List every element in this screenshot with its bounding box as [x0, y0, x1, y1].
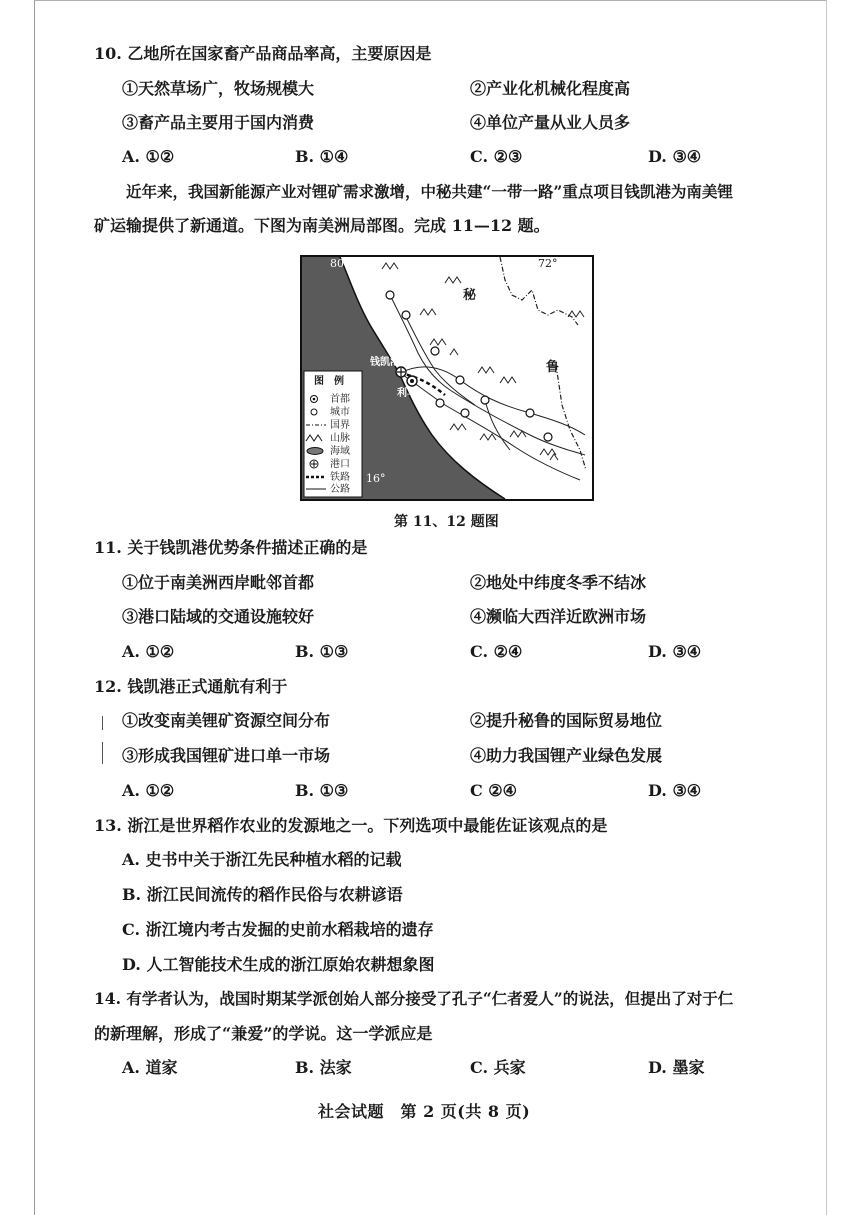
q10-choice-b: B. ①④: [295, 147, 349, 166]
legend-sea-symbol: [307, 448, 323, 455]
q12-choice-b: B. ①③: [295, 781, 349, 800]
legend-border: 国界: [330, 420, 350, 431]
q14-choice-c: C. 兵家: [470, 1058, 526, 1077]
q11-option-3: ③港口陆域的交通设施较好: [122, 607, 315, 626]
q14-choice-a: A. 道家: [122, 1058, 178, 1077]
city-marker: [436, 399, 444, 407]
margin-mark: [102, 742, 103, 764]
city-marker: [456, 376, 464, 384]
q13-option-d: D. 人工智能技术生成的浙江原始农耕想象图: [122, 955, 435, 974]
south-america-map: [300, 255, 594, 501]
country-label-peru-2: 鲁: [546, 360, 560, 375]
q10-option-2: ②产业化机械化程度高: [470, 79, 631, 98]
q11-option-4: ④濒临大西洋近欧洲市场: [470, 607, 647, 626]
page-footer: 社会试题 第 2 页(共 8 页): [318, 1102, 531, 1121]
q10-stem: 10. 乙地所在国家畜产品商品率高，主要原因是: [94, 44, 432, 63]
q11-choice-a: A. ①②: [122, 642, 175, 661]
capital-dot: [410, 379, 414, 383]
q10-option-4: ④单位产量从业人员多: [470, 113, 631, 132]
q14-choice-d: D. 墨家: [648, 1058, 705, 1077]
q10-option-3: ③畜产品主要用于国内消费: [122, 113, 315, 132]
q12-option-2: ②提升秘鲁的国际贸易地位: [470, 711, 663, 730]
port-label: 钱凯港: [370, 357, 400, 368]
q13-stem: 13. 浙江是世界稻作农业的发源地之一。下列选项中最能佐证该观点的是: [94, 816, 608, 835]
legend-capital: 首都: [330, 394, 350, 405]
city-marker: [431, 347, 439, 355]
q14-stem-line-1: 14. 有学者认为，战国时期某学派创始人部分接受了孔子“仁者爱人”的说法，但提出了对于仁: [94, 989, 734, 1008]
q11-choice-c: C. ②④: [470, 642, 523, 661]
legend-mountain: 山脉: [330, 433, 350, 444]
figure-caption: 第 11、12 题图: [394, 514, 499, 530]
q12-stem: 12. 钱凯港正式通航有利于: [94, 677, 288, 696]
q13-option-a: A. 史书中关于浙江先民种植水稻的记载: [122, 850, 402, 869]
legend-city-symbol: [311, 409, 317, 415]
city-marker: [481, 396, 489, 404]
q12-option-3: ③形成我国锂矿进口单一市场: [122, 746, 331, 765]
q12-choice-a: A. ①②: [122, 781, 175, 800]
q12-choice-d: D. ③④: [648, 781, 702, 800]
legend-railway: 铁路: [330, 472, 350, 483]
q11-option-2: ②地处中纬度冬季不结冰: [470, 573, 647, 592]
q13-option-c: C. 浙江境内考古发掘的史前水稻栽培的遗存: [122, 920, 434, 939]
latitude-16-label: 16°: [366, 472, 386, 485]
legend-title: 图 例: [314, 376, 344, 387]
q10-option-1: ①天然草场广，牧场规模大: [122, 79, 315, 98]
longitude-72-label: 72°: [538, 257, 558, 270]
q11-stem: 11. 关于钱凯港优势条件描述正确的是: [94, 538, 368, 557]
q12-choice-c: C ②④: [470, 781, 517, 800]
page-left-edge: [34, 0, 35, 1215]
legend-city: 城市: [330, 407, 350, 418]
q14-stem-line-2: 的新理解，形成了“兼爱”的学说。这一学派应是: [94, 1024, 433, 1043]
intro-line-1: 近年来，我国新能源产业对锂矿需求激增，中秘共建“一带一路”重点项目钱凯港为南美锂: [126, 182, 733, 201]
page-top-edge: [34, 0, 826, 1]
legend-port: 港口: [330, 459, 350, 470]
capital-label: 利马: [397, 388, 417, 399]
margin-mark: [102, 716, 103, 730]
city-marker: [402, 311, 410, 319]
city-marker: [461, 409, 469, 417]
q11-choice-d: D. ③④: [648, 642, 702, 661]
country-label-peru-1: 秘: [463, 288, 477, 303]
q13-option-b: B. 浙江民间流传的稻作民俗与农耕谚语: [122, 885, 403, 904]
city-marker: [544, 433, 552, 441]
longitude-80-label: 80°: [330, 257, 350, 270]
q14-choice-b: B. 法家: [295, 1058, 352, 1077]
q11-option-1: ①位于南美洲西岸毗邻首都: [122, 573, 315, 592]
q12-option-4: ④助力我国锂产业绿色发展: [470, 746, 663, 765]
legend-sea: 海域: [330, 446, 350, 457]
legend-road: 公路: [330, 484, 350, 495]
page-right-edge: [826, 0, 827, 1215]
city-marker: [386, 291, 394, 299]
city-marker: [526, 409, 534, 417]
q11-choice-b: B. ①③: [295, 642, 349, 661]
q10-choice-d: D. ③④: [648, 147, 702, 166]
q12-option-1: ①改变南美锂矿资源空间分布: [122, 711, 331, 730]
intro-line-2: 矿运输提供了新通道。下图为南美洲局部图。完成 11—12 题。: [94, 216, 550, 235]
q10-choice-c: C. ②③: [470, 147, 523, 166]
q10-choice-a: A. ①②: [122, 147, 175, 166]
